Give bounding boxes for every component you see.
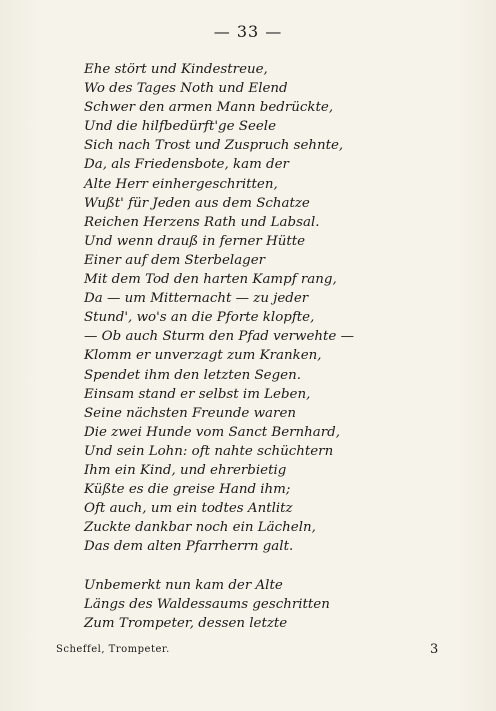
verse-line: Einsam stand er selbst im Leben,: [84, 386, 311, 402]
verse-line: Und die hilfbedürft'ge Seele: [84, 119, 277, 135]
verse-line: Da — um Mitternacht — zu jeder: [84, 291, 309, 307]
verse-line: Einer auf dem Sterbelager: [84, 252, 266, 268]
verse-line: Stund', wo's an die Pforte klopfte,: [84, 310, 315, 326]
verse-line: Spendet ihm den letzten Segen.: [84, 367, 301, 383]
verse-line: Oft auch, um ein todtes Antlitz: [84, 501, 293, 517]
signature-mark: 3: [430, 642, 439, 657]
verse-line: Das dem alten Pfarrherrn galt.: [84, 539, 294, 555]
verse-line: Unbemerkt nun kam der Alte: [84, 578, 283, 593]
verse-line: Zuckte dankbar noch ein Lächeln,: [84, 520, 316, 536]
verse-line: Ehe stört und Kindestreue,: [84, 62, 268, 77]
verse-line: Und wenn drauß in ferner Hütte: [84, 233, 306, 249]
verse-line: — Ob auch Sturm den Pfad verwehte —: [84, 329, 354, 345]
verse-line: Längs des Waldessaums geschritten: [84, 597, 330, 613]
verse-line: Sich nach Trost und Zuspruch sehnte,: [84, 138, 344, 154]
verse-line: Reichen Herzens Rath und Labsal.: [84, 214, 320, 230]
verse-line: Wußt' für Jeden aus dem Schatze: [84, 195, 310, 211]
verse-line: Mit dem Tod den harten Kampf rang,: [84, 272, 337, 288]
stanza-1: [84, 60, 464, 556]
verse-line: Alte Herr einhergeschritten,: [84, 176, 278, 192]
verse-line: Seine nächsten Freunde waren: [84, 405, 296, 421]
verse-line: Schwer den armen Mann bedrückte,: [84, 100, 334, 116]
stanza-2: [84, 576, 464, 633]
page-number: — 33 —: [213, 22, 283, 41]
verse-line: Wo des Tages Noth und Elend: [84, 81, 288, 97]
verse-line: Die zwei Hunde vom Sanct Bernhard,: [84, 424, 340, 440]
verse-line: Klomm er unverzagt zum Kranken,: [84, 348, 322, 364]
verse-line: Ihm ein Kind, und ehrerbietig: [84, 462, 287, 478]
verse-line: Zum Trompeter, dessen letzte: [84, 616, 288, 632]
verse-line: Und sein Lohn: oft nahte schüchtern: [84, 443, 334, 459]
verse-line: Küßte es die greise Hand ihm;: [84, 482, 291, 498]
verse-line: Da, als Friedensbote, kam der: [84, 157, 289, 173]
footer-source: Scheffel, Trompeter.: [56, 644, 170, 655]
